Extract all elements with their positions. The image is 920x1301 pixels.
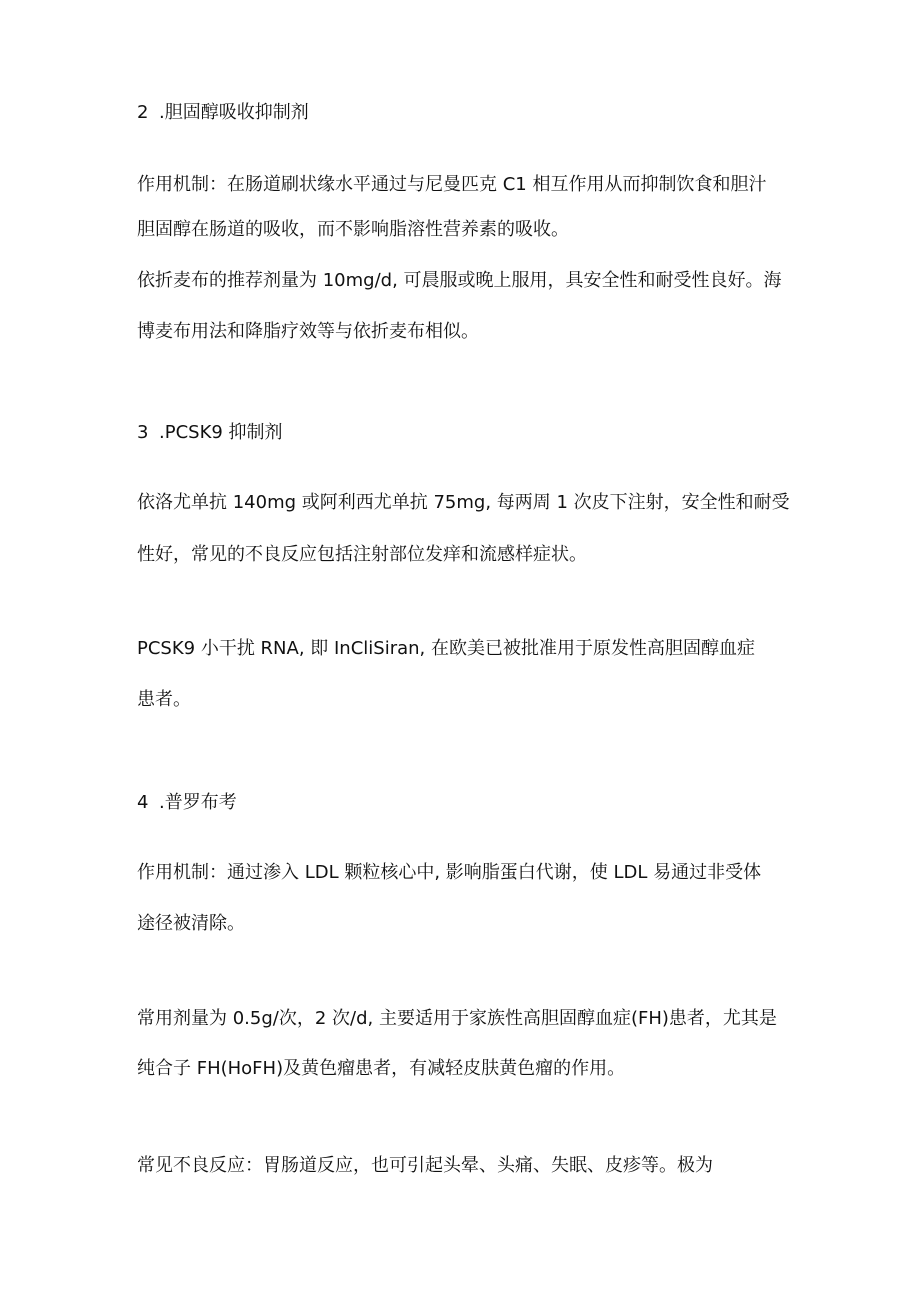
- section-2-para-1-line-1: 作用机制：在肠道刷状缘水平通过与尼曼匹克 C1 相互作用从而抑制饮食和胆汁: [137, 174, 767, 195]
- section-4-para-2-line-1: 常用剂量为 0.5g/次，2 次/d, 主要适用于家族性高胆固醇血症(FH)患者，尤其是: [137, 1008, 777, 1029]
- section-2-number: 2: [137, 102, 149, 123]
- section-3-number: 3: [137, 422, 149, 443]
- section-4-para-3-line-1: 常见不良反应：胃肠道反应，也可引起头晕、头痛、失眠、皮疹等。极为: [137, 1155, 713, 1176]
- section-4-para-2-line-2: 纯合子 FH(HoFH)及黄色瘤患者，有减轻皮肤黄色瘤的作用。: [137, 1058, 626, 1079]
- section-3-heading: [137, 421, 797, 445]
- section-2-para-2-line-1: 依折麦布的推荐剂量为 10mg∕d, 可晨服或晚上服用，具安全性和耐受性良好。海: [137, 270, 782, 291]
- section-3-title: .PCSK9 抑制剂: [159, 422, 283, 443]
- section-4-heading: [137, 791, 797, 815]
- section-2-para-2-line-2: 博麦布用法和降脂疗效等与依折麦布相似。: [137, 321, 479, 342]
- section-4-title: .普罗布考: [159, 792, 237, 813]
- section-3-para-1-line-2: 性好，常见的不良反应包括注射部位发痒和流感样症状。: [137, 544, 587, 565]
- section-4-para-1-line-1: 作用机制：通过渗入 LDL 颗粒核心中, 影响脂蛋白代谢，使 LDL 易通过非受体: [137, 862, 762, 883]
- section-4-para-1-line-2: 途径被清除。: [137, 913, 245, 934]
- section-3-para-2-line-1: PCSK9 小干扰 RNA, 即 InCliSiran, 在欧美已被批准用于原发性高胆固醇血症: [137, 638, 755, 659]
- section-3-para-1-line-1: 依洛尤单抗 140mg 或阿利西尤单抗 75mg, 每两周 1 次皮下注射，安全性和耐受: [137, 492, 790, 513]
- section-2-title: .胆固醇吸收抑制剂: [159, 102, 309, 123]
- section-4-number: 4: [137, 792, 149, 813]
- section-2-heading: [137, 101, 797, 125]
- section-2-para-1-line-2: 胆固醇在肠道的吸收，而不影响脂溶性营养素的吸收。: [137, 219, 569, 240]
- section-3-para-2-line-2: 患者。: [137, 689, 191, 710]
